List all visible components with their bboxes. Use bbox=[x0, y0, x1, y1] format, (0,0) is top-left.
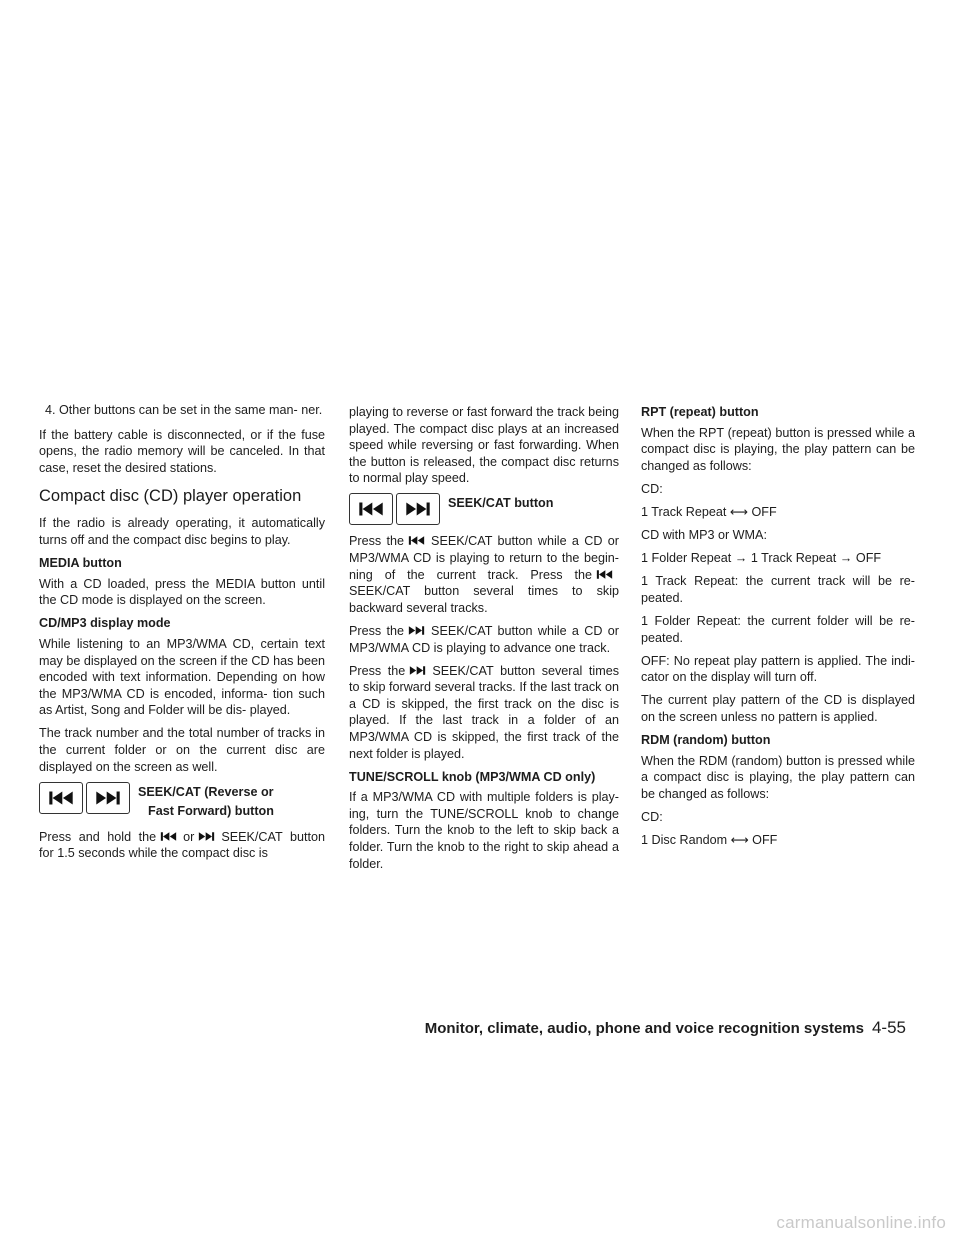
press-hold-text-a: Press and hold the bbox=[39, 829, 157, 844]
column-left bbox=[39, 402, 325, 868]
display-mode-text-2: The track number and the total number of tracks in the current folder or on the current disc are displayed on the screen as well. bbox=[39, 726, 325, 774]
display-mode-text-1: While listening to an MP3/WMA CD, certain text may be displayed on the screen if the CD has been encoded with text information. Depending on how the MP3/WMA CD is encoded, informa- tion such as Artist, Song and Folder will be dis- played. bbox=[39, 636, 325, 718]
watermark: carmanualsonline.info bbox=[776, 1213, 946, 1232]
section-heading-cd: Compact disc (CD) player operation bbox=[39, 487, 302, 506]
press-reverse-text-a: Press the bbox=[349, 534, 405, 549]
press-forward-multi-text-a: Press the bbox=[349, 663, 406, 678]
seek-button-figure bbox=[349, 493, 619, 525]
seek-cat-label bbox=[138, 782, 274, 821]
press-reverse-paragraph bbox=[349, 533, 619, 616]
display-mode-heading: CD/MP3 display mode bbox=[39, 616, 171, 631]
previous-track-icon bbox=[160, 831, 177, 842]
column-middle bbox=[349, 404, 619, 879]
page-number: 4-55 bbox=[871, 1018, 906, 1037]
cd-intro-paragraph: If the radio is already operating, it automatically turns off and the compact disc begins to play. bbox=[39, 516, 325, 547]
press-hold-text-b: SEEK/CAT button for 1.5 seconds while the compact disc is bbox=[39, 829, 325, 861]
next-track-icon bbox=[408, 625, 425, 636]
rpt-button-text: When the RPT (repeat) button is pressed while a compact disc is playing, the play pattern can be changed as follows: bbox=[641, 425, 915, 473]
previous-track-icon bbox=[48, 790, 74, 806]
seek-forward-key-illustration bbox=[86, 782, 130, 814]
seek-label: SEEK/CAT button bbox=[448, 496, 554, 511]
press-reverse-text-b: SEEK/CAT button while a CD or MP3/WMA CD is playing to return to the begin- ning of the current track. Press the bbox=[349, 534, 619, 582]
off-text: OFF: No repeat play pattern is applied. The indi- cator on the display will turn off. bbox=[641, 653, 915, 685]
rdm-button-heading: RDM (random) button bbox=[641, 733, 771, 747]
cd-label-2: CD: bbox=[641, 809, 663, 824]
press-hold-paragraph bbox=[39, 829, 325, 862]
media-button-heading: MEDIA button bbox=[39, 556, 122, 571]
next-track-icon bbox=[198, 831, 215, 842]
next-track-icon bbox=[95, 790, 121, 806]
tune-scroll-text: If a MP3/WMA CD with multiple folders is play- ing, turn the TUNE/SCROLL knob to change folders. Turn the knob to the left to skip back a folder. Turn the knob to the right to skip ahead a folder. bbox=[349, 790, 619, 871]
seek-reverse-key-illustration bbox=[349, 493, 393, 525]
column-right bbox=[641, 402, 915, 855]
press-forward-multi-paragraph bbox=[349, 663, 619, 763]
media-button-text: With a CD loaded, press the MEDIA button until the CD mode is displayed on the screen. bbox=[39, 576, 325, 608]
mp3-label: CD with MP3 or WMA: bbox=[641, 528, 767, 543]
press-forward-multi-text-b: SEEK/CAT button several times to skip forward several tracks. If the last track on a CD is skipped, the first track on the disc is played. If the last track in a folder of an MP3/WMA CD is skipped, the first track of the next folder is played. bbox=[349, 663, 620, 761]
track-repeat-text: 1 Track Repeat: the current track will be re- peated. bbox=[641, 574, 915, 605]
seek-cat-label-line1: SEEK/CAT (Reverse or bbox=[138, 784, 274, 799]
press-forward-paragraph bbox=[349, 623, 619, 656]
press-hold-or: or bbox=[183, 829, 195, 844]
press-forward-text-a: Press the bbox=[349, 623, 405, 638]
previous-track-icon bbox=[408, 535, 425, 546]
seek-cat-button-figure bbox=[39, 782, 325, 821]
cd-repeat-pattern: 1 Track Repeat ⟷ OFF bbox=[641, 504, 777, 519]
seek-forward-key-illustration bbox=[396, 493, 440, 525]
seek-reverse-key-illustration bbox=[39, 782, 83, 814]
current-pattern-text: The current play pattern of the CD is displayed on the screen unless no pattern is applied. bbox=[641, 693, 915, 724]
page-footer bbox=[425, 1018, 906, 1038]
seek-cat-label-line2: Fast Forward) button bbox=[148, 803, 274, 818]
previous-track-icon bbox=[358, 501, 384, 517]
rpt-button-heading: RPT (repeat) button bbox=[641, 405, 759, 419]
press-reverse-text-c: SEEK/CAT button several times to skip backward several tracks. bbox=[349, 584, 619, 615]
press-forward-text-b: SEEK/CAT button while a CD or MP3/WMA CD is playing to advance one track. bbox=[349, 623, 619, 655]
next-track-icon bbox=[405, 501, 431, 517]
tune-scroll-heading: TUNE/SCROLL knob (MP3/WMA CD only) bbox=[349, 769, 596, 784]
cd-label: CD: bbox=[641, 481, 663, 496]
rdm-pattern: 1 Disc Random ⟷ OFF bbox=[641, 832, 778, 847]
next-track-icon bbox=[409, 665, 426, 676]
list-item-4: 4. Other buttons can be set in the same man- ner. bbox=[45, 403, 323, 417]
previous-track-icon bbox=[596, 569, 613, 580]
footer-section-title: Monitor, climate, audio, phone and voice recognition systems bbox=[424, 1020, 864, 1037]
mp3-repeat-pattern: 1 Folder Repeat → 1 Track Repeat → OFF bbox=[641, 551, 882, 566]
rdm-button-text: When the RDM (random) button is pressed while a compact disc is playing, the play pattern can be changed as follows: bbox=[641, 753, 915, 801]
battery-paragraph: If the battery cable is disconnected, or if the fuse opens, the radio memory will be canceled. In that case, reset the desired stations. bbox=[39, 427, 325, 475]
folder-repeat-text: 1 Folder Repeat: the current folder will be re- peated. bbox=[641, 613, 915, 645]
seek-continued-paragraph: playing to reverse or fast forward the track being played. The compact disc plays at an increased speed while reversing or fast forwarding. When the button is released, the compact disc returns to normal play speed. bbox=[349, 405, 619, 486]
